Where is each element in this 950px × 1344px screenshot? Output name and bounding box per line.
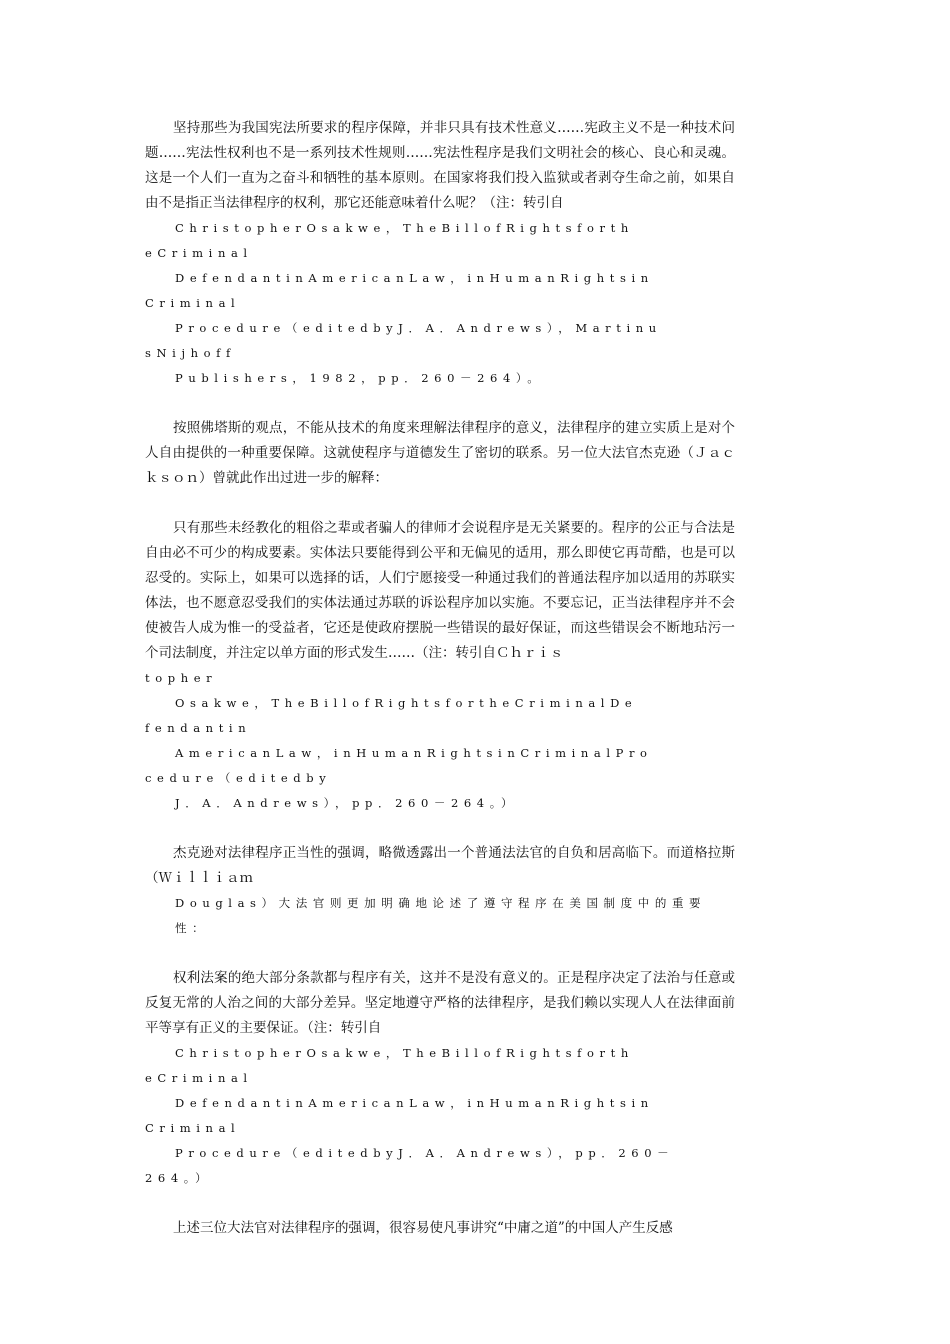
citation-line: ChristopherOsakwe，TheBillofRightsforth	[175, 221, 634, 235]
document-page	[145, 116, 735, 1241]
citation-line-wrap: cedure（editedby	[145, 771, 332, 785]
paragraph-3: 只有那些未经教化的粗俗之辈或者骗人的律师才会说程序是无关紧要的。程序的公正与合法是自由必不可少的构成要素。实体法只要能得到公平和无偏见的适用，那么即使它再苛酷，也是可以忍受的。实际上，如果可以选择的话，人们宁愿接受一种通过我们的普通法程序加以适用的苏联实体法，也不愿意忍受我们的实体法通过苏联的诉讼程序加以实施。不要忘记，正当法律程序并不会使被告人成为惟一的受益者，它还是使政府摆脱一些错误的最好保证，而这些错误会不断地玷污一个司法制度，并注定以单方面的形式发生……（注：转引自Ｃｈｒｉｓ	[145, 520, 735, 661]
paragraph-gap	[145, 391, 735, 416]
citation-block-1	[145, 216, 735, 391]
citation-line: AmericanLaw，inHumanRightsinCriminalPro	[175, 746, 653, 760]
citation-line: ChristopherOsakwe，TheBillofRightsforth	[175, 1046, 634, 1060]
citation-line: Procedure（editedbyJ．A．Andrews），pp．260－	[175, 1146, 675, 1160]
citation-block-4	[145, 1041, 735, 1191]
citation-line-wrap: Criminal	[145, 296, 241, 310]
citation-line: Osakwe，TheBillofRightsfortheCriminalDe	[175, 696, 638, 710]
paragraph-gap	[145, 816, 735, 841]
paragraph-4: 杰克逊对法律程序正当性的强调，略微透露出一个普通法法官的自负和居高临下。而道格拉斯（Ｗｉｌｌｉａｍ	[145, 845, 735, 886]
citation-line: Procedure（editedbyJ．A．Andrews），Martinu	[175, 321, 662, 335]
citation-line-wrap: 264。）	[145, 1171, 213, 1185]
paragraph-1: 坚持那些为我国宪法所要求的程序保障，并非只具有技术性意义……宪政主义不是一种技术问题……宪法性权利也不是一系列技术性规则……宪法性程序是我们文明社会的核心、良心和灵魂。这是一个人们一直为之奋斗和牺牲的基本原则。在国家将我们投入监狱或者剥夺生命之前，如果自由不是指正当法律程序的权利，那它还能意味着什么呢？（注：转引自	[145, 120, 735, 211]
citation-line-wrap: eCriminal	[145, 1071, 253, 1085]
citation-line-wrap: fendantin	[145, 721, 252, 735]
paragraph-gap	[145, 941, 735, 966]
citation-line: J．A．Andrews），pp．260－264。）	[175, 796, 519, 810]
citation-line-wrap: topher	[145, 671, 218, 685]
paragraph-2: 按照佛塔斯的观点，不能从技术的角度来理解法律程序的意义，法律程序的建立实质上是对个人自由提供的一种重要保障。这就使程序与道德发生了密切的联系。另一位大法官杰克逊（Ｊａｃｋｓｏｎ）曾就此作出过进一步的解释：	[145, 420, 735, 486]
citation-line-wrap: sNijhoff	[145, 346, 236, 360]
citation-block-3	[145, 891, 735, 941]
citation-block-2	[145, 666, 735, 816]
citation-line: Douglas）大法官则更加明确地论述了遵守程序在美国制度中的重要性：	[175, 896, 707, 935]
citation-line: DefendantinAmericanLaw，inHumanRightsin	[175, 1096, 654, 1110]
citation-line-wrap: Criminal	[145, 1121, 241, 1135]
citation-line-wrap: eCriminal	[145, 246, 253, 260]
citation-line: DefendantinAmericanLaw，inHumanRightsin	[175, 271, 654, 285]
paragraph-gap	[145, 1191, 735, 1216]
paragraph-5: 权利法案的绝大部分条款都与程序有关，这并不是没有意义的。正是程序决定了法治与任意或反复无常的人治之间的大部分差异。坚定地遵守严格的法律程序，是我们赖以实现人人在法律面前平等享有正义的主要保证。（注：转引自	[145, 970, 735, 1036]
citation-line: Publishers，1982，pp．260－264）。	[175, 371, 545, 385]
paragraph-6: 上述三位大法官对法律程序的强调，很容易使凡事讲究“中庸之道”的中国人产生反感	[173, 1220, 673, 1236]
paragraph-gap	[145, 491, 735, 516]
